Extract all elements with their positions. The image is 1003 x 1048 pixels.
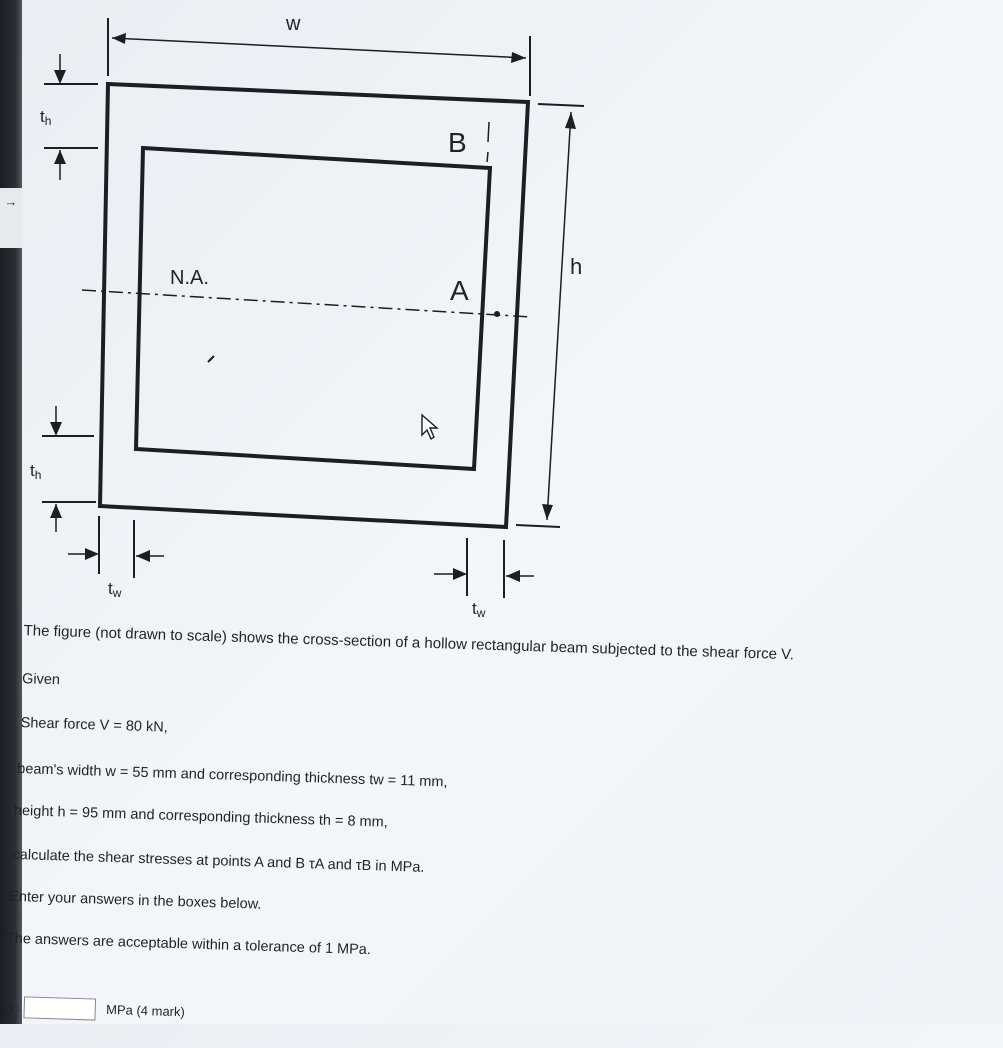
label-A: A <box>450 275 469 306</box>
answer-unit: MPa (4 mark) <box>105 1001 186 1020</box>
problem-shear-force: Shear force V = 80 kN, <box>20 715 168 736</box>
mouse-cursor-icon <box>418 413 442 443</box>
problem-intro: The figure (not drawn to scale) shows the cross-section of a hollow rectangular beam subjected to the shear force V. <box>23 622 795 664</box>
problem-width: beam's width w = 55 mm and corresponding thickness tw = 11 mm, <box>17 760 448 791</box>
label-w: w <box>286 13 301 35</box>
label-h: h <box>570 254 583 279</box>
problem-height: height h = 95 mm and corresponding thickness th = 8 mm, <box>13 802 388 831</box>
problem-tolerance: The answers are acceptable within a tolerance of 1 MPa. <box>5 930 372 959</box>
label-tw-right: tw <box>472 599 486 620</box>
arrow-right-icon: → <box>4 194 18 209</box>
label-th-top: th <box>40 107 52 128</box>
label-th-bottom: th <box>30 461 42 482</box>
answer-row-tau-a <box>1 996 185 1024</box>
label-B: B <box>448 127 467 158</box>
label-tw-left: tw <box>108 579 122 600</box>
answer-label: τA : <box>1 999 21 1014</box>
label-NA: N.A. <box>170 267 209 289</box>
problem-given: Given <box>21 671 61 689</box>
tau-a-input[interactable] <box>24 996 97 1020</box>
problem-calculate: calculate the shear stresses at points A and B τA and τB in MPa. <box>12 846 425 876</box>
problem-enter: Enter your answers in the boxes below. <box>8 888 262 913</box>
